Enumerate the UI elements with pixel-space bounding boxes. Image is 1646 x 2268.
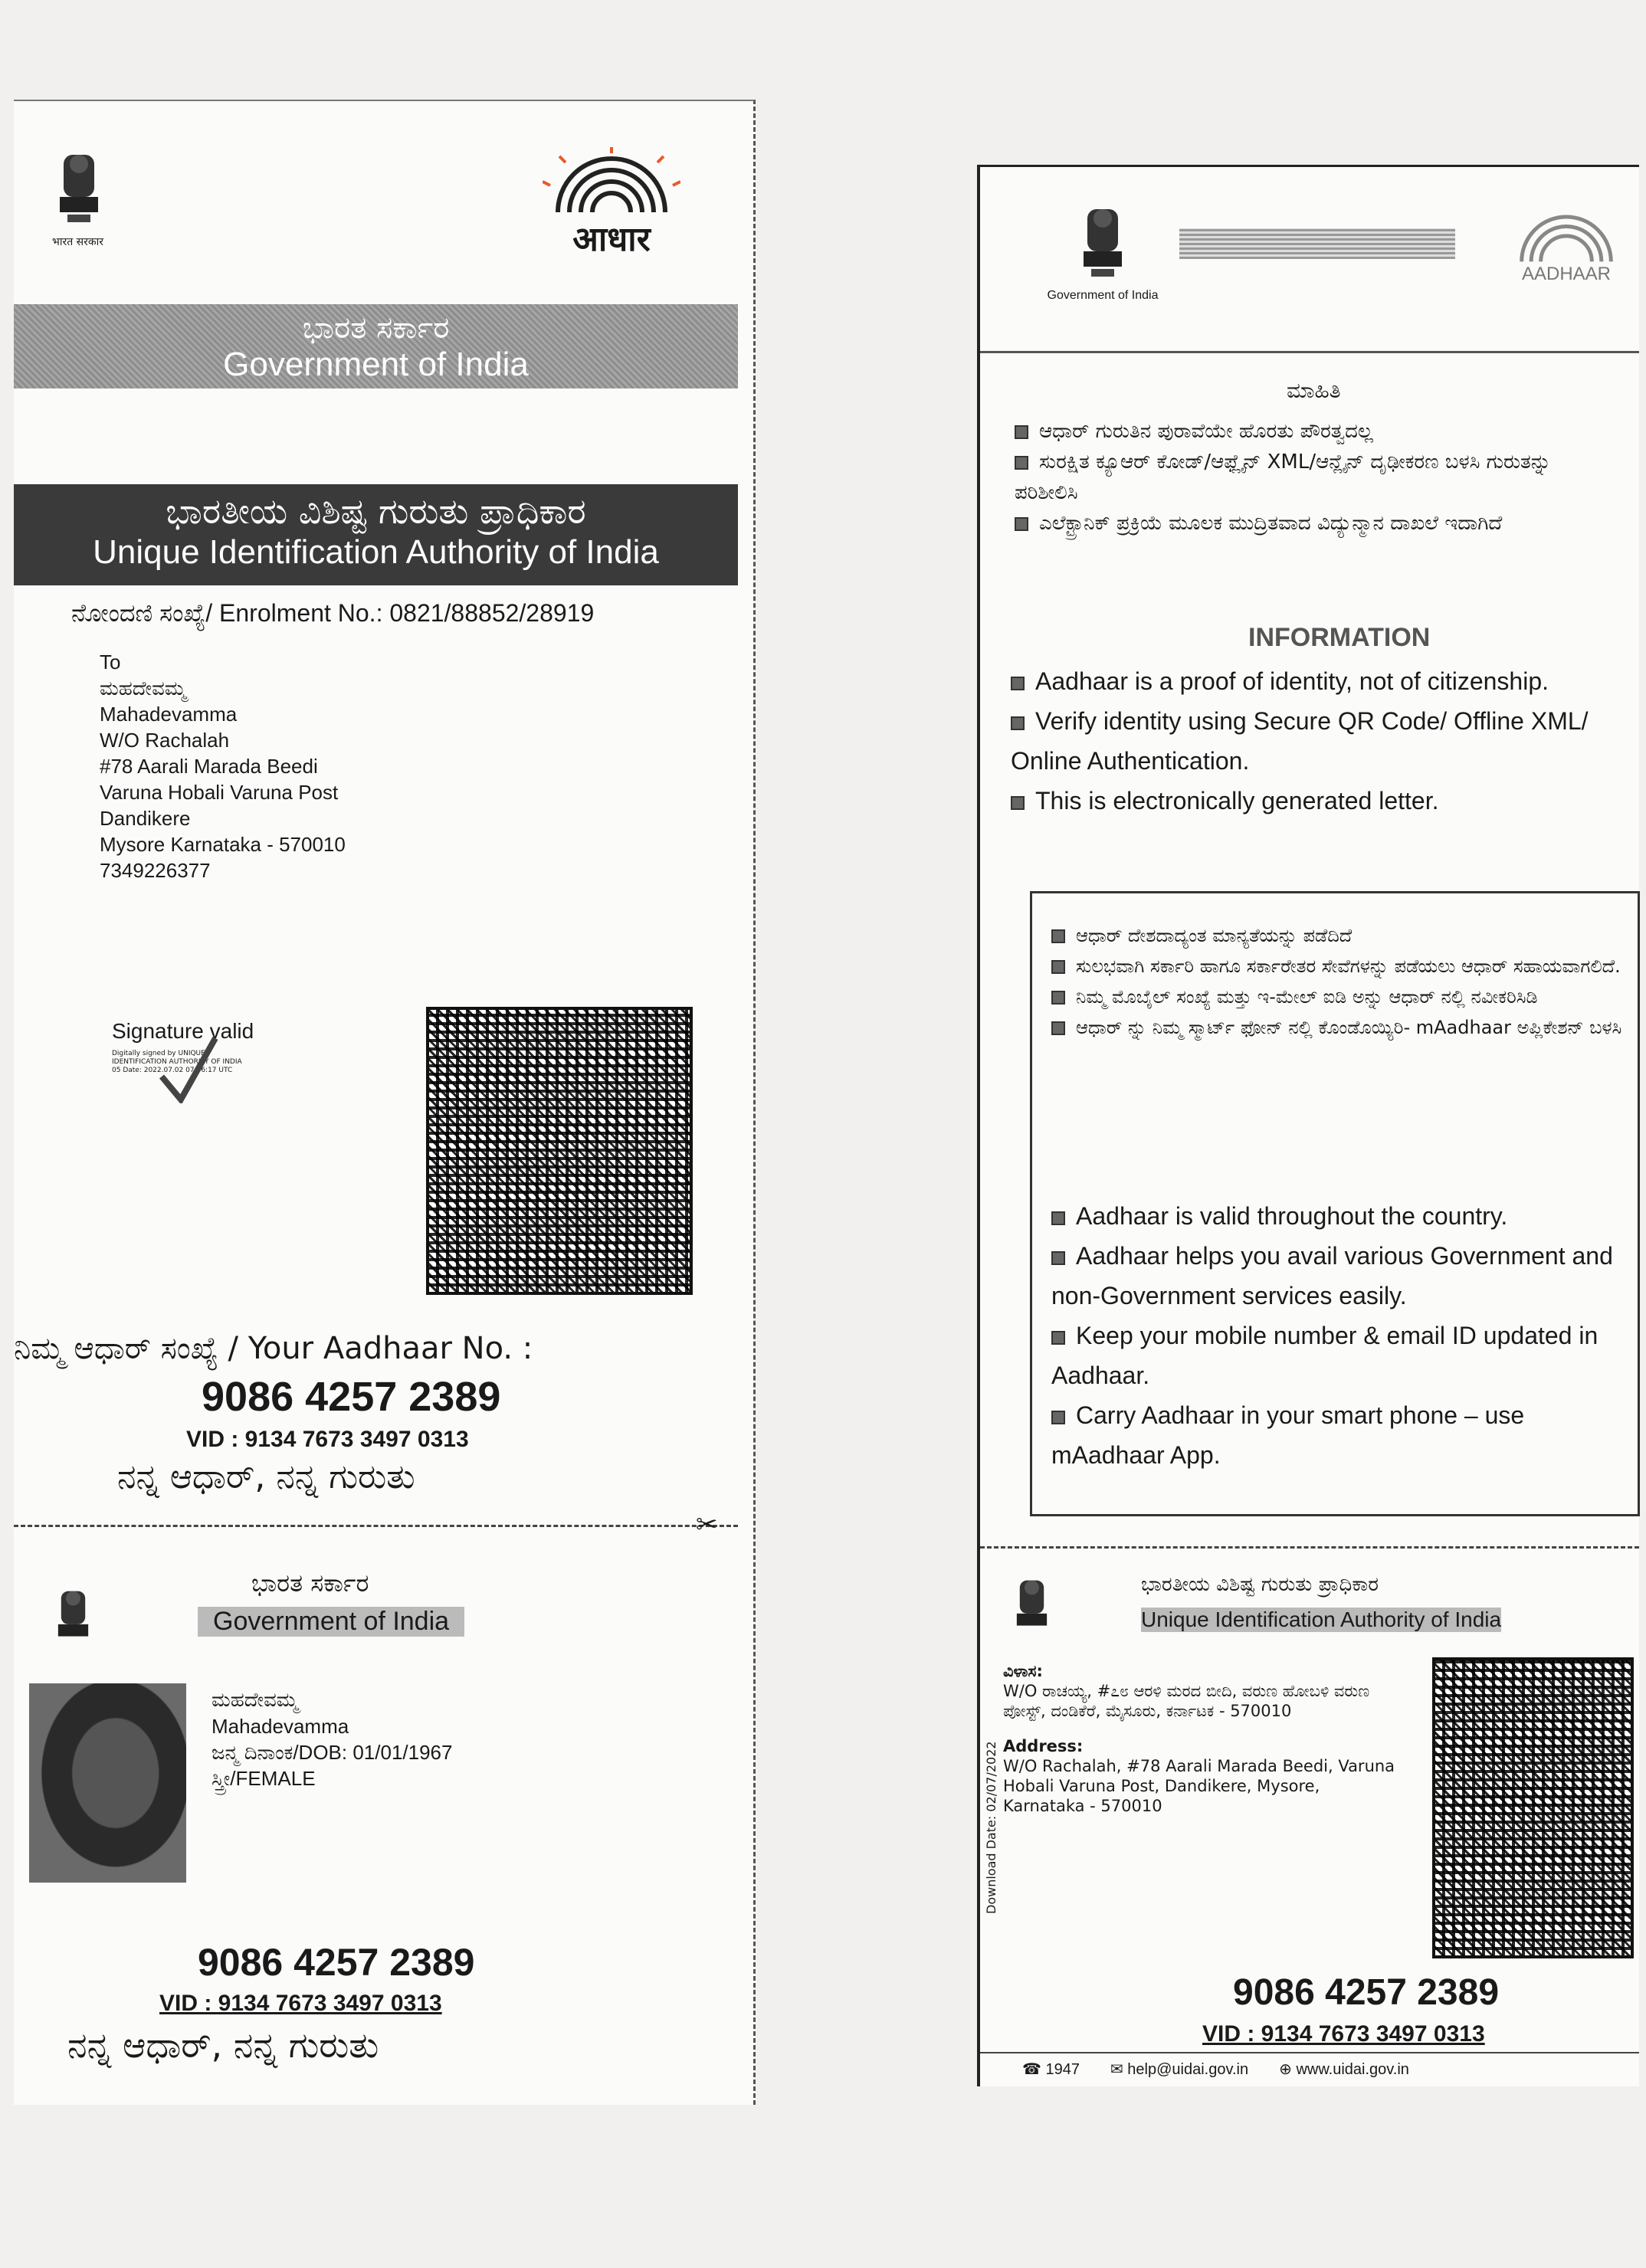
card-details [211, 1687, 671, 1791]
signature-label: Signature valid [112, 1019, 254, 1043]
header-divider [980, 351, 1639, 353]
bullet-icon [1051, 1411, 1065, 1424]
kannada-info-item: ಆಧಾರ್ ಗುರುತಿನ ಪುರಾವೆಯೇ ಹೊರತು ಪೌರತ್ವದಲ್ಲ [1015, 416, 1620, 447]
card-name-english: Mahadevamma [211, 1715, 349, 1738]
card-gov-english: Government of India [198, 1607, 464, 1637]
card-uidai-english: Unique Identification Authority of India [1141, 1608, 1502, 1631]
gov-english: Government of India [223, 346, 529, 383]
right-cut-line [980, 1546, 1639, 1549]
bullet-icon [1015, 517, 1028, 531]
address-en-label: Address: [1003, 1737, 1084, 1755]
box-kannada-list [1051, 920, 1622, 1043]
card-emblem-icon [52, 1584, 94, 1653]
fingerprint-logo-icon [543, 147, 680, 216]
phone-icon: ☎ [1022, 2061, 1046, 2078]
bullet-icon [1011, 716, 1025, 730]
aadhaar-logo [523, 147, 700, 259]
uidai-english: Unique Identification Authority of India [93, 533, 659, 571]
aadhaar-logo-text: आधार [572, 220, 651, 259]
box-english-item: Keep your mobile number & email ID updated in Aadhaar. [1051, 1322, 1598, 1389]
right-qr-code [1432, 1657, 1634, 1958]
box-english-item: Aadhaar is valid throughout the country. [1051, 1196, 1622, 1236]
emblem-icon [52, 147, 106, 231]
checkmark-icon [158, 1034, 219, 1103]
address-line: Mahadevamma [100, 703, 238, 726]
aadhaar-number: 9086 4257 2389 [202, 1374, 501, 1420]
tagline: ನನ್ನ ಆಧಾರ್, ನನ್ನ ಗುರುತು [117, 1457, 415, 1496]
footer-phone: ☎ 1947 [1022, 2061, 1080, 2078]
card-uidai-kannada: ಭಾರತೀಯ ವಿಶಿಷ್ಟ ಗುರುತು ಪ್ರಾಧಿಕಾರ [1141, 1573, 1379, 1596]
box-kannada-item: ಆಧಾರ್ ದೇಶದಾದ್ಯಂತ ಮಾನ್ಯತೆಯನ್ನು ಪಡೆದಿದೆ [1051, 920, 1622, 951]
address-kn-label: ವಿಳಾಸ: [1003, 1662, 1043, 1680]
faded-header-text [1179, 228, 1455, 259]
info-item: Verify identity using Secure QR Code/ Offline XML/ Online Authentication. [1011, 707, 1589, 775]
email-icon: ✉ [1110, 2061, 1128, 2078]
photo [29, 1683, 186, 1883]
card-name-kannada: ಮಹದೇವಮ್ಮ [211, 1689, 299, 1712]
government-band [14, 304, 738, 388]
footer-web: ⊕ www.uidai.gov.in [1279, 2061, 1409, 2078]
bullet-icon [1051, 1021, 1065, 1035]
bullet-icon [1015, 425, 1028, 439]
address-block [100, 649, 559, 883]
signature-details: Digitally signed by UNIQUE IDENTIFICATION AUTHORITY OF INDIA 05 Date: 2022.07.02 07:36:17 UTC [112, 1050, 242, 1074]
address-kn: W/O ರಾಚಯ್ಯ, #೭೮ ಆರಳಿ ಮರದ ಬೀದಿ, ವರುಣ ಹೋಬಳಿ ವರುಣ ಪೋಸ್ಟ್, ದಂಡಿಕೆರೆ, ಮೈಸೂರು, ಕರ್ನಾಟಕ - 570010 [1003, 1682, 1370, 1720]
right-national-emblem [1018, 202, 1187, 303]
national-emblem [52, 147, 121, 249]
uidai-band [14, 484, 738, 585]
right-aadhaar-logo [1501, 205, 1631, 285]
info-list [1011, 661, 1624, 821]
enrolment-number: ನೋಂದಣಿ ಸಂಖ್ಯೆ/ Enrolment No.: 0821/88852/28919 [71, 599, 595, 627]
info-heading: INFORMATION [1248, 623, 1431, 652]
address-line: 7349226377 [100, 859, 211, 882]
box-english-item: Carry Aadhaar in your smart phone – use mAadhaar App. [1051, 1401, 1525, 1469]
card-dob: ಜನ್ಮ ದಿನಾಂಕ/DOB: 01/01/1967 [211, 1741, 453, 1764]
address-line: Varuna Hobali Varuna Post [100, 781, 339, 804]
card-tagline: ನನ್ನ ಆಧಾರ್, ನನ್ನ ಗುರುತು [67, 2024, 379, 2066]
bullet-icon [1051, 1331, 1065, 1345]
left-aadhaar-letter [14, 100, 756, 2105]
right-fingerprint-logo-icon [1509, 205, 1624, 267]
info-item: Aadhaar is a proof of identity, not of citizenship. [1011, 661, 1624, 701]
bullet-icon [1011, 796, 1025, 810]
address-line: To [100, 651, 121, 674]
your-aadhaar-label: ನಿಮ್ಮ ಆಧಾರ್ ಸಂಖ್ಯೆ / Your Aadhaar No. : [14, 1331, 533, 1366]
box-kannada-item: ಸುಲಭವಾಗಿ ಸರ್ಕಾರಿ ಹಾಗೂ ಸರ್ಕಾರೇತರ ಸೇವೆಗಳನ್ನು ಪಡೆಯಲು ಆಧಾರ್ ಸಹಾಯವಾಗಲಿದೆ. [1051, 951, 1622, 982]
scissors-icon: ✂ [696, 1509, 718, 1540]
address-line: Dandikere [100, 807, 191, 830]
footer-divider [980, 2052, 1639, 2053]
box-kannada-item: ನಿಮ್ಮ ಮೊಬೈಲ್ ಸಂಖ್ಯೆ ಮತ್ತು ಇ-ಮೇಲ್ ಐಡಿ ಅನ್ನು ಆಧಾರ್ ನಲ್ಲಿ ನವೀಕರಿಸಿಡಿ [1051, 982, 1622, 1012]
download-date: Download Date: 02/07/2022 [984, 1741, 998, 1914]
bullet-icon [1011, 677, 1025, 690]
address-en: W/O Rachalah, #78 Aarali Marada Beedi, Varuna Hobali Varuna Post, Dandikere, Mysore, Karnataka - 570010 [1003, 1757, 1395, 1815]
right-emblem-icon [1076, 202, 1130, 286]
right-aadhaar-logo-text: AADHAAR [1521, 264, 1612, 284]
uidai-kannada: ಭಾರತೀಯ ವಿಶಿಷ್ಟ ಗುರುತು ಪ್ರಾಧಿಕಾರ [166, 490, 586, 532]
right-card-emblem-icon [1011, 1573, 1053, 1642]
bullet-icon [1015, 456, 1028, 470]
card-vid-right: VID : 9134 7673 3497 0313 [1202, 2021, 1485, 2047]
card-aadhaar-number-right: 9086 4257 2389 [1233, 1972, 1500, 2013]
card-gender: ಸ್ತ್ರೀ/FEMALE [211, 1767, 316, 1790]
address-line: W/O Rachalah [100, 729, 230, 752]
cut-line [14, 1525, 738, 1527]
signature-block [112, 1019, 288, 1075]
footer-email: ✉ help@uidai.gov.in [1110, 2061, 1249, 2078]
address-line: Mysore Karnataka - 570010 [100, 833, 346, 856]
address-line: #78 Aarali Marada Beedi [100, 755, 318, 778]
gov-kannada: ಭಾರತ ಸರ್ಕಾರ [302, 310, 450, 346]
right-emblem-caption: Government of India [1047, 289, 1159, 302]
bullet-icon [1051, 960, 1065, 974]
box-english-item: Aadhaar helps you avail various Government and non-Government services easily. [1051, 1242, 1613, 1309]
info-box [1030, 891, 1640, 1516]
kannada-info-list [1015, 416, 1620, 539]
info-item: This is electronically generated letter. [1011, 781, 1624, 821]
emblem-caption: भारत सरकार [52, 236, 103, 248]
box-english-list [1051, 1196, 1622, 1475]
box-kannada-item: ಆಧಾರ್ ನ್ನು ನಿಮ್ಮ ಸ್ಮಾರ್ಟ್ ಫೋನ್ ನಲ್ಲಿ ಕೊಂಡೊಯ್ಯಿರಿ- mAadhaar ಅಪ್ಲಿಕೇಶನ್ ಬಳಸಿ [1051, 1012, 1622, 1043]
card-vid-number: VID : 9134 7673 3497 0313 [159, 1991, 442, 2016]
bullet-icon [1051, 991, 1065, 1005]
right-aadhaar-letter [977, 165, 1639, 2086]
qr-code [426, 1007, 693, 1295]
card-gov-kannada: ಭಾರತ ಸರ್ಕಾರ [251, 1568, 369, 1598]
card-address-block [1003, 1661, 1402, 1816]
card-aadhaar-number: 9086 4257 2389 [198, 1941, 475, 1984]
kannada-info-heading: ಮಾಹಿತಿ [1287, 378, 1341, 403]
vid-number: VID : 9134 7673 3497 0313 [186, 1427, 469, 1452]
bullet-icon [1051, 1211, 1065, 1225]
address-line: ಮಹದೇವಮ್ಮ [100, 677, 187, 700]
bullet-icon [1051, 929, 1065, 943]
kannada-info-item: ಎಲೆಕ್ಟ್ರಾನಿಕ್ ಪ್ರಕ್ರಿಯೆ ಮೂಲಕ ಮುದ್ರಿತವಾದ ವಿದ್ಯುನ್ಮಾನ ದಾಖಲೆ ಇದಾಗಿದೆ [1015, 508, 1620, 539]
footer [1022, 2060, 1635, 2079]
bullet-icon [1051, 1251, 1065, 1265]
globe-icon: ⊕ [1279, 2061, 1297, 2078]
kannada-info-item: ಸುರಕ್ಷಿತ ಕ್ಯೂಆರ್ ಕೋಡ್/ಆಫ್ಲೈನ್ XML/ಆನ್ಲೈನ್ ದೃಢೀಕರಣ ಬಳಸಿ ಗುರುತನ್ನು ಪರಿಶೀಲಿಸಿ [1015, 451, 1552, 504]
